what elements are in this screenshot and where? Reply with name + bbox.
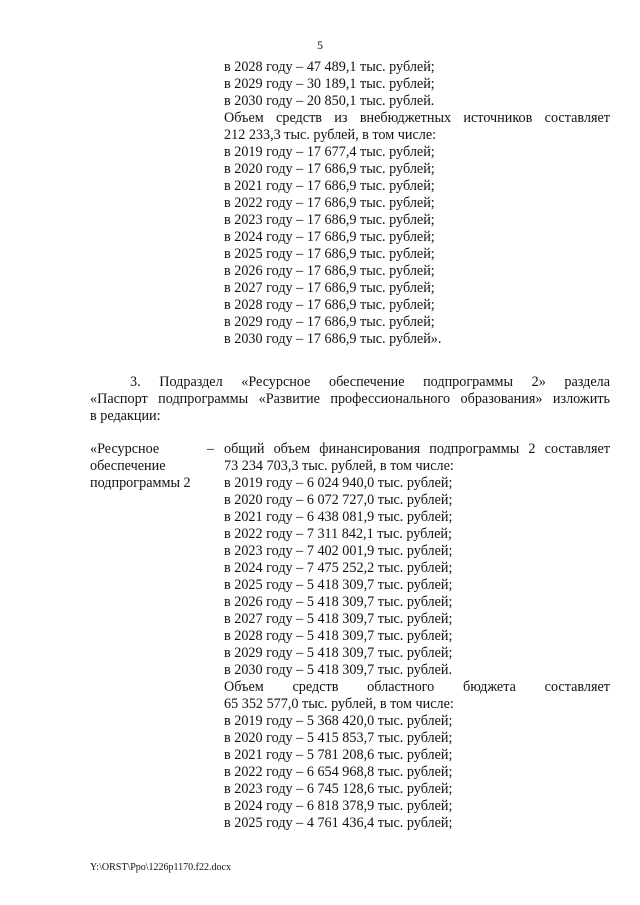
total-year-line: в 2026 году – 5 418 309,7 тыс. рублей; [224, 594, 453, 610]
offbudget-year-line: в 2020 году – 17 686,9 тыс. рублей; [224, 161, 435, 177]
total-year-line: в 2023 году – 7 402 001,9 тыс. рублей; [224, 543, 453, 559]
regional-year-line: в 2025 году – 4 761 436,4 тыс. рублей; [224, 815, 453, 831]
regional-year-line: в 2020 году – 5 415 853,7 тыс. рублей; [224, 730, 453, 746]
year-line: в 2028 году – 47 489,1 тыс. рублей; [224, 59, 435, 75]
total-year-line: в 2028 году – 5 418 309,7 тыс. рублей; [224, 628, 453, 644]
paragraph3-line2: «Паспорт подпрограммы «Развитие профессионального образования» изложить [90, 391, 610, 407]
total-year-line: в 2021 году – 6 438 081,9 тыс. рублей; [224, 509, 453, 525]
resource-label: подпрограммы 2 [90, 475, 191, 491]
total-funding-line1: общий объем финансирования подпрограммы 2 составляет [224, 441, 610, 457]
regional-year-line: в 2021 году – 5 781 208,6 тыс. рублей; [224, 747, 453, 763]
footer-file-path: Y:\ORST\Ppo\1226p1170.f22.docx [90, 862, 231, 873]
label-dash: – [207, 441, 215, 457]
total-year-line: в 2024 году – 7 475 252,2 тыс. рублей; [224, 560, 453, 576]
offbudget-year-line: в 2022 году – 17 686,9 тыс. рублей; [224, 195, 435, 211]
offbudget-intro-line2: 212 233,3 тыс. рублей, в том числе: [224, 127, 437, 143]
total-year-line: в 2030 году – 5 418 309,7 тыс. рублей. [224, 662, 453, 678]
resource-label: «Ресурсное [90, 441, 160, 457]
page-number: 5 [317, 38, 323, 52]
year-line: в 2030 году – 20 850,1 тыс. рублей. [224, 93, 435, 109]
offbudget-year-line: в 2024 году – 17 686,9 тыс. рублей; [224, 229, 435, 245]
total-year-line: в 2025 году – 5 418 309,7 тыс. рублей; [224, 577, 453, 593]
offbudget-year-line: в 2026 году – 17 686,9 тыс. рублей; [224, 263, 435, 279]
offbudget-year-line: в 2029 году – 17 686,9 тыс. рублей; [224, 314, 435, 330]
offbudget-year-line: в 2027 году – 17 686,9 тыс. рублей; [224, 280, 435, 296]
offbudget-year-line: в 2021 году – 17 686,9 тыс. рублей; [224, 178, 435, 194]
offbudget-intro-line1: Объем средств из внебюджетных источников составляет [224, 110, 610, 126]
regional-year-line: в 2023 году – 6 745 128,6 тыс. рублей; [224, 781, 453, 797]
regional-intro-line2: 65 352 577,0 тыс. рублей, в том числе: [224, 696, 454, 712]
regional-year-line: в 2019 году – 5 368 420,0 тыс. рублей; [224, 713, 453, 729]
resource-label: обеспечение [90, 458, 166, 474]
regional-year-line: в 2024 году – 6 818 378,9 тыс. рублей; [224, 798, 453, 814]
regional-intro-line1: Объем средств областного бюджета составляет [224, 679, 610, 695]
offbudget-year-line: в 2025 году – 17 686,9 тыс. рублей; [224, 246, 435, 262]
total-year-line: в 2020 году – 6 072 727,0 тыс. рублей; [224, 492, 453, 508]
offbudget-year-line: в 2019 году – 17 677,4 тыс. рублей; [224, 144, 435, 160]
year-line: в 2029 году – 30 189,1 тыс. рублей; [224, 76, 435, 92]
offbudget-year-line: в 2023 году – 17 686,9 тыс. рублей; [224, 212, 435, 228]
regional-year-line: в 2022 году – 6 654 968,8 тыс. рублей; [224, 764, 453, 780]
paragraph3-line3: в редакции: [90, 408, 161, 424]
total-year-line: в 2027 году – 5 418 309,7 тыс. рублей; [224, 611, 453, 627]
total-year-line: в 2022 году – 7 311 842,1 тыс. рублей; [224, 526, 452, 542]
total-year-line: в 2019 году – 6 024 940,0 тыс. рублей; [224, 475, 453, 491]
total-year-line: в 2029 году – 5 418 309,7 тыс. рублей; [224, 645, 453, 661]
offbudget-year-line: в 2030 году – 17 686,9 тыс. рублей». [224, 331, 442, 347]
total-funding-line2: 73 234 703,3 тыс. рублей, в том числе: [224, 458, 454, 474]
offbudget-year-line: в 2028 году – 17 686,9 тыс. рублей; [224, 297, 435, 313]
paragraph3-line1: 3. Подраздел «Ресурсное обеспечение подпрограммы 2» раздела [130, 374, 610, 390]
